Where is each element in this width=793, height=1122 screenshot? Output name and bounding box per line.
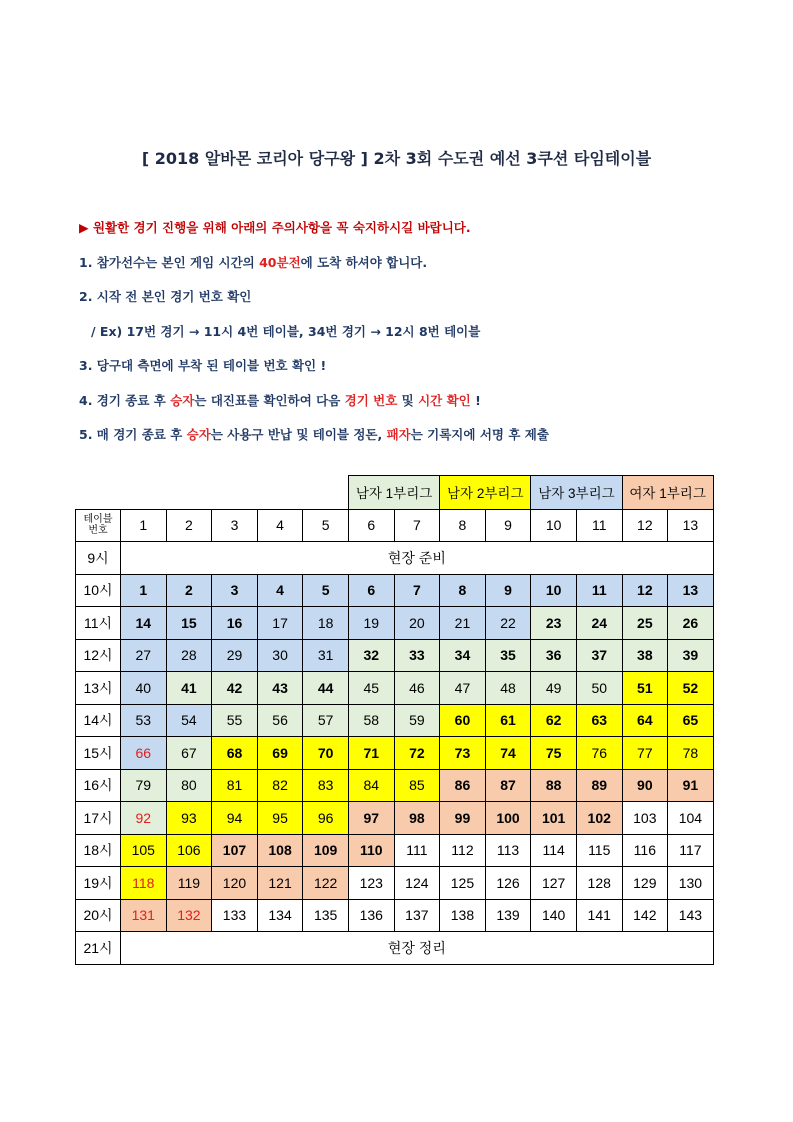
game-cell: 67 [166,737,212,770]
game-cell: 77 [622,737,668,770]
timetable [75,475,714,965]
game-cell: 27 [121,639,167,672]
game-cell: 12 [622,574,668,607]
game-cell: 83 [303,769,349,802]
game-cell: 117 [668,834,714,867]
table-number: 9 [485,509,531,542]
game-cell: 68 [212,737,258,770]
game-cell: 141 [576,899,622,932]
game-cell: 15 [166,607,212,640]
game-cell: 3 [212,574,258,607]
cleanup-row [76,932,714,965]
game-cell: 30 [257,639,303,672]
game-cell: 94 [212,802,258,835]
notice-highlight: 40분전 [259,254,301,270]
game-cell: 22 [485,607,531,640]
table-number: 12 [622,509,668,542]
time-label: 21시 [76,932,121,965]
game-cell: 6 [348,574,394,607]
table-row [76,737,714,770]
notice-text: 및 [397,392,419,408]
game-cell: 80 [166,769,212,802]
table-number: 7 [394,509,440,542]
game-cell: 81 [212,769,258,802]
time-label: 16시 [76,769,121,802]
game-cell: 46 [394,672,440,705]
game-cell: 16 [212,607,258,640]
table-number: 8 [440,509,486,542]
game-cell: 92 [121,802,167,835]
notice-example: / Ex) 17번 경기 → 11시 4번 테이블, 34번 경기 → 12시 8번 테이블 [91,323,481,339]
time-label: 19시 [76,867,121,900]
legend-label: 남자 2부리그 [447,486,524,502]
table-number: 13 [668,509,714,542]
game-cell: 54 [166,704,212,737]
game-cell: 102 [576,802,622,835]
legend-item [622,476,713,510]
page-title: [ 2018 알바몬 코리아 당구왕 ] 2차 3회 수도권 예선 3쿠션 타임테이블 [141,149,652,168]
game-cell: 40 [121,672,167,705]
time-label: 12시 [76,639,121,672]
notice-text: 에 도착 하셔야 합니다. [300,254,428,270]
game-cell: 52 [668,672,714,705]
game-cell: 33 [394,639,440,672]
notice-text: 는 사용구 반납 및 테이블 정돈, [210,427,387,442]
notice-text: 1. 참가선수는 본인 게임 시간의 [79,254,260,270]
game-cell: 72 [394,737,440,770]
notice-list [79,211,549,453]
game-cell: 50 [576,672,622,705]
game-cell: 21 [440,607,486,640]
game-cell: 100 [485,802,531,835]
game-cell: 36 [531,639,577,672]
table-number: 1 [121,509,167,542]
game-cell: 38 [622,639,668,672]
time-label: 15시 [76,737,121,770]
game-cell: 87 [485,769,531,802]
game-cell: 24 [576,607,622,640]
game-cell: 17 [257,607,303,640]
game-cell: 119 [166,867,212,900]
game-cell: 76 [576,737,622,770]
time-label: 18시 [76,834,121,867]
notice-text: 4. 경기 종료 후 [79,392,171,408]
table-header-row [76,509,714,542]
notice-item-1 [79,246,549,281]
game-cell: 111 [394,834,440,867]
game-cell: 126 [485,867,531,900]
game-cell: 130 [668,867,714,900]
table-number: 2 [166,509,212,542]
game-cell: 8 [440,574,486,607]
game-cell: 73 [440,737,486,770]
game-cell: 129 [622,867,668,900]
table-row [76,802,714,835]
game-cell: 26 [668,607,714,640]
game-cell: 113 [485,834,531,867]
game-cell: 95 [257,802,303,835]
game-cell: 71 [348,737,394,770]
game-cell: 13 [668,574,714,607]
game-cell: 5 [303,574,349,607]
game-cell: 51 [622,672,668,705]
game-cell: 125 [440,867,486,900]
game-cell: 136 [348,899,394,932]
game-cell: 122 [303,867,349,900]
time-label: 17시 [76,802,121,835]
game-cell: 55 [212,704,258,737]
table-row [76,607,714,640]
game-cell: 10 [531,574,577,607]
game-cell: 121 [257,867,303,900]
table-row [76,672,714,705]
table-row [76,867,714,900]
game-cell: 62 [531,704,577,737]
game-cell: 85 [394,769,440,802]
legend-spacer [76,476,349,510]
game-cell: 74 [485,737,531,770]
game-cell: 23 [531,607,577,640]
game-cell: 140 [531,899,577,932]
table-row [76,704,714,737]
prep-label: 현장 준비 [121,542,714,575]
game-cell: 84 [348,769,394,802]
game-cell: 79 [121,769,167,802]
notice-highlight: 승자 [170,392,195,408]
game-cell: 99 [440,802,486,835]
game-cell: 11 [576,574,622,607]
time-label: 20시 [76,899,121,932]
game-cell: 89 [576,769,622,802]
notice-text: ! [470,392,481,408]
game-cell: 1 [121,574,167,607]
table-number: 10 [531,509,577,542]
table-number: 11 [576,509,622,542]
game-cell: 60 [440,704,486,737]
time-label: 10시 [76,574,121,607]
table-row [76,639,714,672]
game-cell: 88 [531,769,577,802]
game-cell: 82 [257,769,303,802]
game-cell: 34 [440,639,486,672]
notice-highlight: 패자 [386,427,411,442]
game-cell: 134 [257,899,303,932]
game-cell: 132 [166,899,212,932]
table-number: 6 [348,509,394,542]
corner-header [76,509,121,542]
game-cell: 91 [668,769,714,802]
game-cell: 48 [485,672,531,705]
game-cell: 108 [257,834,303,867]
game-cell: 133 [212,899,258,932]
game-cell: 93 [166,802,212,835]
notice-item-3: 3. 당구대 측면에 부착 된 테이블 번호 확인 ! [79,358,327,373]
time-label: 14시 [76,704,121,737]
legend-item [348,476,439,510]
game-cell: 107 [212,834,258,867]
legend-label: 남자 3부리그 [538,486,615,502]
notice-text: 는 대진표를 확인하여 다음 [194,392,345,408]
game-cell: 112 [440,834,486,867]
game-cell: 142 [622,899,668,932]
game-cell: 106 [166,834,212,867]
game-cell: 35 [485,639,531,672]
game-cell: 37 [576,639,622,672]
table-row [76,769,714,802]
game-cell: 135 [303,899,349,932]
game-cell: 63 [576,704,622,737]
game-cell: 47 [440,672,486,705]
game-cell: 96 [303,802,349,835]
game-cell: 124 [394,867,440,900]
game-cell: 41 [166,672,212,705]
game-cell: 32 [348,639,394,672]
game-cell: 104 [668,802,714,835]
notice-item-4 [79,384,549,419]
game-cell: 28 [166,639,212,672]
game-cell: 97 [348,802,394,835]
notice-item-2: 2. 시작 전 본인 경기 번호 확인 [79,289,252,304]
game-cell: 25 [622,607,668,640]
corner-label: 번호 [88,525,108,537]
game-cell: 39 [668,639,714,672]
game-cell: 101 [531,802,577,835]
game-cell: 19 [348,607,394,640]
game-cell: 4 [257,574,303,607]
game-cell: 138 [440,899,486,932]
game-cell: 75 [531,737,577,770]
game-cell: 90 [622,769,668,802]
notice-intro: ▶ 원활한 경기 진행을 위해 아래의 주의사항을 꼭 숙지하시길 바랍니다. [79,220,471,235]
table-number: 5 [303,509,349,542]
game-cell: 128 [576,867,622,900]
game-cell: 42 [212,672,258,705]
table-number: 3 [212,509,258,542]
game-cell: 110 [348,834,394,867]
time-label: 9시 [76,542,121,575]
game-cell: 31 [303,639,349,672]
game-cell: 49 [531,672,577,705]
game-cell: 18 [303,607,349,640]
notice-item-5 [79,418,549,453]
legend-item [531,476,622,510]
game-cell: 9 [485,574,531,607]
legend-item [440,476,531,510]
notice-text: 5. 매 경기 종료 후 [79,427,187,442]
game-cell: 58 [348,704,394,737]
game-cell: 7 [394,574,440,607]
game-cell: 109 [303,834,349,867]
game-cell: 64 [622,704,668,737]
game-cell: 70 [303,737,349,770]
game-cell: 20 [394,607,440,640]
cleanup-label: 현장 정리 [121,932,714,965]
game-cell: 44 [303,672,349,705]
prep-row [76,542,714,575]
game-cell: 43 [257,672,303,705]
table-row [76,899,714,932]
notice-text: 는 기록지에 서명 후 제출 [410,427,549,442]
notice-highlight: 시간 확인 [418,392,471,408]
game-cell: 98 [394,802,440,835]
table-number: 4 [257,509,303,542]
game-cell: 65 [668,704,714,737]
game-cell: 114 [531,834,577,867]
notice-highlight: 경기 번호 [344,392,398,408]
game-cell: 14 [121,607,167,640]
game-cell: 137 [394,899,440,932]
game-cell: 139 [485,899,531,932]
game-cell: 131 [121,899,167,932]
game-cell: 120 [212,867,258,900]
game-cell: 118 [121,867,167,900]
game-cell: 45 [348,672,394,705]
legend-label: 여자 1부리그 [629,486,706,502]
game-cell: 66 [121,737,167,770]
game-cell: 115 [576,834,622,867]
game-cell: 53 [121,704,167,737]
legend-label: 남자 1부리그 [355,486,433,502]
game-cell: 57 [303,704,349,737]
game-cell: 143 [668,899,714,932]
game-cell: 105 [121,834,167,867]
game-cell: 56 [257,704,303,737]
table-row [76,574,714,607]
game-cell: 78 [668,737,714,770]
game-cell: 123 [348,867,394,900]
game-cell: 59 [394,704,440,737]
legend-row [76,476,714,510]
time-label: 13시 [76,672,121,705]
game-cell: 103 [622,802,668,835]
notice-highlight: 승자 [186,427,211,442]
game-cell: 2 [166,574,212,607]
corner-label: 테이블 [83,514,113,526]
table-row [76,834,714,867]
game-cell: 61 [485,704,531,737]
game-cell: 69 [257,737,303,770]
game-cell: 116 [622,834,668,867]
time-label: 11시 [76,607,121,640]
game-cell: 86 [440,769,486,802]
game-cell: 127 [531,867,577,900]
game-cell: 29 [212,639,258,672]
